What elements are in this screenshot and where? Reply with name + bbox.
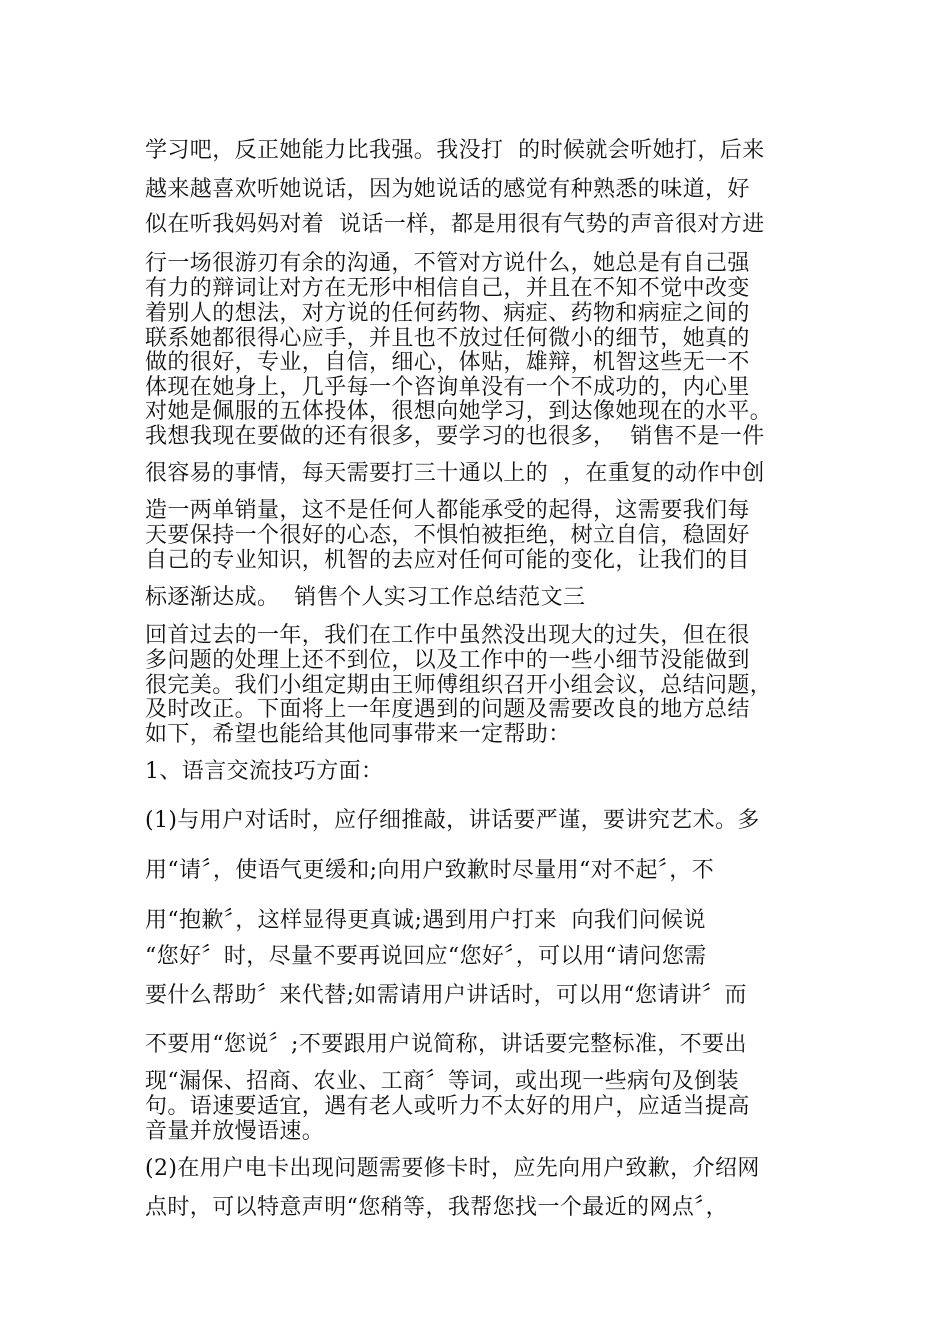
text-line: 造一两单销量，这不是任何人都能承受的起得，这需要我们每 bbox=[145, 498, 750, 523]
text-line: (1)与用户对话时，应仔细推敲，讲话要严谨，要讲究艺术。多 bbox=[145, 808, 760, 833]
text-line: 标逐渐达成。 销售个人实习工作总结范文三 bbox=[145, 585, 586, 610]
text-line: (2)在用户电卡出现问题需要修卡时，应先向用户致歉，介绍网 bbox=[145, 1156, 760, 1181]
text-line: 多问题的处理上还不到位，以及工作中的一些小细节没能做到 bbox=[145, 648, 750, 673]
text-line: 体现在她身上，几乎每一个咨询单没有一个不成功的，内心里 bbox=[145, 375, 750, 400]
text-line: 很容易的事情，每天需要打三十通以上的 ，在重复的动作中创 bbox=[145, 461, 765, 486]
text-line: 似在听我妈妈对着 说话一样，都是用很有气势的声音很对方进 bbox=[145, 212, 765, 237]
text-line: 有力的辩词让对方在无形中相信自己，并且在不知不觉中改变 bbox=[145, 276, 750, 301]
text-line: 联系她都很得心应手，并且也不放过任何微小的细节，她真的 bbox=[145, 326, 750, 351]
text-line: 现“漏保、招商、农业、工商〞等词，或出现一些病句及倒装 bbox=[145, 1069, 740, 1094]
text-line: 学习吧，反正她能力比我强。我没打 的时候就会听她打，后来 bbox=[145, 138, 765, 163]
text-line: 我想我现在要做的还有很多，要学习的也很多， 销售不是一件 bbox=[145, 424, 765, 449]
text-line: 对她是佩服的五体投体，很想向她学习，到达像她现在的水平。 bbox=[145, 399, 773, 424]
text-line: 音量并放慢语速。 bbox=[145, 1119, 325, 1144]
text-line: 点时，可以特意声明“您稍等，我帮您找一个最近的网点〞， bbox=[145, 1195, 729, 1220]
text-line: 要什么帮助〞来代替;如需请用户讲话时，可以用“您请讲〞而 bbox=[145, 983, 747, 1008]
text-line: “您好〞时，尽量不要再说回应“您好〞，可以用“请问您需 bbox=[145, 944, 707, 969]
text-line: 行一场很游刃有余的沟通，不管对方说什么，她总是有自己强 bbox=[145, 251, 750, 276]
text-line: 及时改正。下面将上一年度遇到的问题及需要改良的地方总结 bbox=[145, 697, 750, 722]
text-line: 1、语言交流技巧方面： bbox=[145, 759, 384, 784]
text-line: 用“抱歉〞，这样显得更真诚;遇到用户打来 向我们问候说 bbox=[145, 908, 706, 933]
text-line: 天要保持一个很好的心态，不惧怕被拒绝，树立自信，稳固好 bbox=[145, 523, 750, 548]
text-line: 句。语速要适宜，遇有老人或听力不太好的用户，应适当提高 bbox=[145, 1094, 750, 1119]
text-line: 自己的专业知识，机智的去应对任何可能的变化，让我们的目 bbox=[145, 548, 750, 573]
text-line: 用“请〞，使语气更缓和;向用户致歉时尽量用“对不起〞，不 bbox=[145, 858, 715, 883]
text-line: 如下，希望也能给其他同事带来一定帮助： bbox=[145, 722, 571, 747]
text-line: 着别人的想法，对方说的任何药物、病症、药物和病症之间的 bbox=[145, 301, 750, 326]
text-line: 回首过去的一年，我们在工作中虽然没出现大的过失，但在很 bbox=[145, 623, 750, 648]
text-line: 做的很好，专业，自信，细心，体贴，雄辩，机智这些无一不 bbox=[145, 350, 750, 375]
text-line: 不要用“您说〞;不要跟用户说简称，讲话要完整标准，不要出 bbox=[145, 1032, 747, 1057]
text-line: 很完美。我们小组定期由王师傅组织召开小组会议，总结问题， bbox=[145, 673, 773, 698]
text-line: 越来越喜欢听她说话，因为她说话的感觉有种熟悉的味道，好 bbox=[145, 177, 750, 202]
